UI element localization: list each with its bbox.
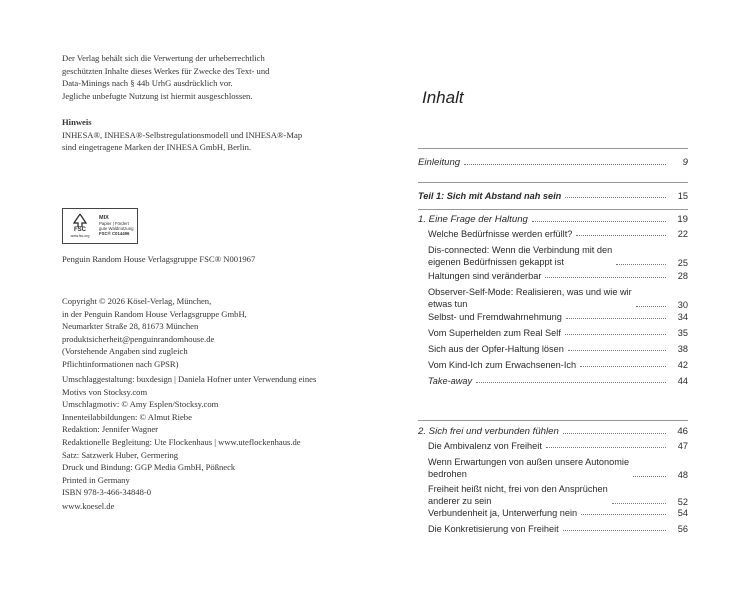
toc-page-number: 38 <box>677 344 688 354</box>
website <box>62 500 362 513</box>
toc-entry[interactable] <box>418 229 688 239</box>
toc-page-number: 47 <box>677 441 688 451</box>
hinweis-line: INHESA®, INHESA®-Selbstregulationsmodell und INHESA®-Map <box>62 129 303 140</box>
toc-entry-line: bedrohen <box>428 469 467 479</box>
toc-page-number: 56 <box>677 524 688 534</box>
toc-page-number: 42 <box>677 360 688 370</box>
toc-entry[interactable] <box>418 456 688 480</box>
toc-entry-line: etwas tun <box>428 299 468 309</box>
copyright-line: in der Penguin Random House Verlagsgruppe GmbH, <box>62 308 247 319</box>
toc-entry[interactable] <box>418 360 688 370</box>
copyright-block <box>62 295 362 371</box>
toc-page-number: 19 <box>677 214 688 225</box>
toc-entry[interactable] <box>418 244 688 268</box>
credits-line: Redaktionelle Begleitung: Ute Flockenhaus | www.uteflockenhaus.de <box>62 436 301 447</box>
toc-entry-title: Selbst- und Fremdwahrnehmung <box>428 312 562 322</box>
fsc-mix: MIX <box>99 214 109 221</box>
toc-entry-title: Teil 1: Sich mit Abstand nah sein <box>418 191 562 201</box>
toc-entry[interactable] <box>418 271 688 281</box>
toc-entry[interactable] <box>418 483 688 507</box>
toc-entry[interactable] <box>418 286 688 310</box>
rights-notice <box>62 52 362 102</box>
toc-entry-title: Take-away <box>428 376 473 386</box>
leader-dots <box>476 382 666 383</box>
toc-entry[interactable] <box>418 214 688 225</box>
leader-dots <box>576 235 666 236</box>
credits-line: ISBN 978-3-466-34848-0 <box>62 487 152 498</box>
toc-page-number: 9 <box>682 157 688 168</box>
copyright-line: Neumarkter Straße 28, 81673 München <box>62 321 199 332</box>
tree-icon <box>73 214 87 227</box>
toc-page-number: 35 <box>677 328 688 338</box>
toc-entry-title: Vom Superhelden zum Real Self <box>428 328 561 338</box>
credits-line: Innenteilabbildungen: © Almut Riebe <box>62 411 192 422</box>
rights-line: Jegliche unbefugte Nutzung ist hiermit ausgeschlossen. <box>62 90 253 101</box>
toc-page-number: 25 <box>677 258 688 268</box>
rights-line: Data-Minings nach § 44b UrhG ausdrücklich vor. <box>62 78 233 89</box>
toc-entry[interactable] <box>418 524 688 534</box>
leader-dots <box>636 306 666 307</box>
toc-entry-title: Sich aus der Opfer-Haltung lösen <box>428 344 564 354</box>
toc-entry-title: Die Ambivalenz von Freiheit <box>428 441 542 451</box>
toc-entry-title <box>418 456 629 480</box>
rights-line: Der Verlag behält sich die Verwertung der urheberrechtlich <box>62 53 265 63</box>
credits-line: Printed in Germany <box>62 474 130 485</box>
leader-dots <box>581 514 666 515</box>
toc-entry-title: Verbundenheit ja, Unterwerfung nein <box>428 508 578 518</box>
toc-page-number: 15 <box>677 191 688 201</box>
toc-entry[interactable] <box>418 376 688 386</box>
copyright-line: Copyright © 2026 Kösel-Verlag, München, <box>62 296 212 306</box>
toc-divider <box>418 182 688 183</box>
toc-entry-title <box>418 483 608 507</box>
toc-page-number: 22 <box>677 229 688 239</box>
fsc-line: Papier | Fördert <box>99 220 129 226</box>
toc-entry-title: 1. Eine Frage der Haltung <box>418 214 528 225</box>
toc-entry-line: anderer zu sein <box>428 496 492 506</box>
toc-divider <box>418 420 688 421</box>
toc-entry[interactable] <box>418 312 688 322</box>
copyright-line: Pflichtinformationen nach GPSR) <box>62 358 179 369</box>
toc-entry[interactable] <box>418 344 688 354</box>
toc-entry-line: Freiheit heißt nicht, frei von den Ansprüchen <box>428 484 608 494</box>
toc-page-number: 30 <box>677 300 688 310</box>
publisher-group-line: Penguin Random House Verlagsgruppe FSC® N001967 <box>62 254 256 264</box>
fsc-line: gute Waldnutzung <box>99 226 134 231</box>
toc-entry-title: Welche Bedürfnisse werden erfüllt? <box>428 229 573 239</box>
toc-entry[interactable] <box>418 426 688 437</box>
leader-dots <box>563 530 666 531</box>
toc-page-number: 52 <box>677 497 688 507</box>
toc-entry[interactable] <box>418 157 688 168</box>
fsc-url: www.fsc.org <box>70 234 90 238</box>
toc-entry-line: Dis-connected: Wenn die Verbindung mit den <box>428 245 613 255</box>
toc-entry-title: Einleitung <box>418 157 461 168</box>
leader-dots <box>464 164 666 165</box>
publisher-group <box>62 253 362 266</box>
toc-entry-line: eigenen Bedürfnissen gekappt ist <box>428 257 564 267</box>
fsc-tree-logo <box>67 211 93 241</box>
toc-divider <box>418 209 688 210</box>
credits-line: Umschlagmotiv: © Amy Esplen/Stocksy.com <box>62 399 219 410</box>
toc-divider <box>418 148 688 149</box>
toc-page-number: 34 <box>677 312 688 322</box>
leader-dots <box>566 318 666 319</box>
copyright-line: (Vorstehende Angaben sind zugleich <box>62 346 188 357</box>
toc-entry[interactable] <box>418 191 688 201</box>
toc-page-number: 44 <box>677 376 688 386</box>
leader-dots <box>565 334 666 335</box>
leader-dots <box>546 447 666 448</box>
leader-dots <box>568 350 666 351</box>
credits-block <box>62 373 362 499</box>
toc-entry-title <box>418 286 632 310</box>
credits-line: Druck und Bindung: GGP Media GmbH, Pößneck <box>62 462 236 473</box>
credits-line: Satz: Satzwerk Huber, Germering <box>62 449 179 460</box>
credits-line: Motivs von Stocksy.com <box>62 386 148 397</box>
toc-entry-line: Observer-Self-Mode: Realisieren, was und wie wir <box>428 287 632 297</box>
leader-dots <box>563 433 666 434</box>
website-line: www.koesel.de <box>62 501 115 511</box>
toc-entry[interactable] <box>418 328 688 338</box>
toc-entry-title: Haltungen sind veränderbar <box>428 271 542 281</box>
leader-dots <box>612 503 666 504</box>
toc-entry-title <box>418 244 612 268</box>
hinweis-block <box>62 116 362 154</box>
toc-entry-title: Die Konkretisierung von Freiheit <box>428 524 559 534</box>
toc-page-number: 46 <box>677 426 688 437</box>
credits-line: Umschlaggestaltung: buxdesign | Daniela Hofner unter Verwendung eines <box>62 374 317 384</box>
toc-entry-title: Vom Kind-Ich zum Erwachsenen-Ich <box>428 360 577 370</box>
copyright-line: produktsicherheit@penguinrandomhouse.de <box>62 333 215 344</box>
leader-dots <box>545 277 666 278</box>
fsc-text <box>99 216 133 237</box>
toc-page-number: 54 <box>677 508 688 518</box>
toc-entry[interactable] <box>418 441 688 451</box>
toc-title: Inhalt <box>422 88 464 107</box>
toc-page-number: 28 <box>677 271 688 281</box>
rights-line: geschützten Inhalte dieses Werkes für Zwecke des Text- und <box>62 65 270 76</box>
fsc-logo-text: FSC <box>74 227 86 233</box>
leader-dots <box>580 366 666 367</box>
leader-dots <box>565 197 666 198</box>
toc-page-number: 48 <box>677 470 688 480</box>
fsc-code: FSC® C014496 <box>99 231 130 237</box>
leader-dots <box>532 221 666 222</box>
toc-entry[interactable] <box>418 508 688 518</box>
hinweis-line: sind eingetragene Marken der INHESA GmbH, Berlin. <box>62 142 252 153</box>
toc-entry-title: 2. Sich frei und verbunden fühlen <box>418 426 559 437</box>
leader-dots <box>633 476 666 477</box>
fsc-label <box>62 208 138 244</box>
leader-dots <box>616 264 666 265</box>
credits-line: Redaktion: Jennifer Wagner <box>62 424 159 435</box>
toc-entry-line: Wenn Erwartungen von außen unsere Autonomie <box>428 457 630 467</box>
hinweis-title: Hinweis <box>62 117 92 127</box>
